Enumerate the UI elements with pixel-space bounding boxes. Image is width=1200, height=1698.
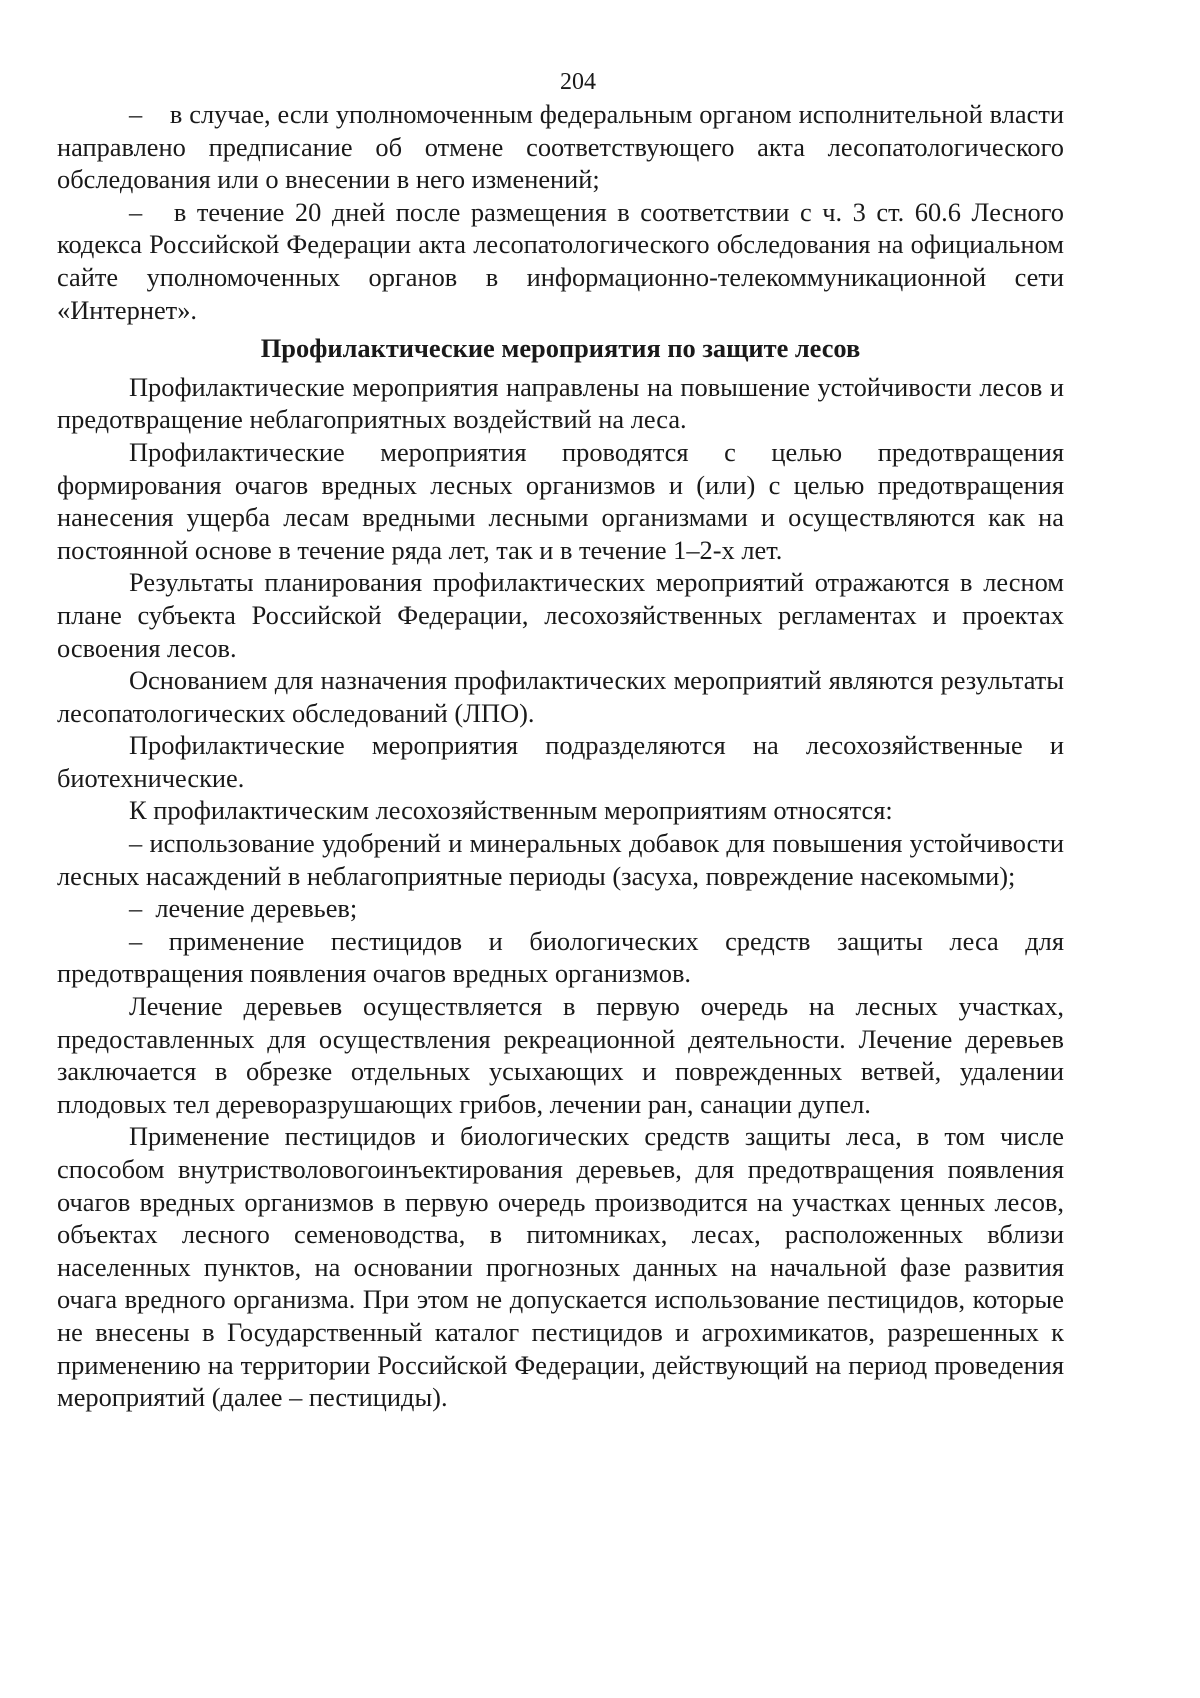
paragraph: Основанием для назначения профилактических мероприятий являются результаты лесопатологических обследований (ЛПО). xyxy=(57,665,1064,728)
paragraph: Профилактические мероприятия направлены на повышение устойчивости лесов и предотвращение неблагоприятных воздействий на леса. xyxy=(57,371,1064,435)
paragraph: Профилактические мероприятия подразделяются на лесохозяйственные и биотехнические. xyxy=(57,730,1064,793)
list-item: – лечение деревьев; xyxy=(129,893,358,924)
section-heading: Профилактические мероприятия по защите лесов xyxy=(260,333,861,364)
paragraph: Лечение деревьев осуществляется в первую очередь на лесных участках, предоставленных для осуществления рекреационной деятельности. Лечение деревьев заключается в обрезке отдельных усыхающих и поврежденных ветвей, удалении плодовых тел дереворазрушающих грибов, лечении ран, санации дупел. xyxy=(57,991,1064,1119)
paragraph: Результаты планирования профилактических мероприятий отражаются в лесном плане субъекта Российской Федерации, лесохозяйственных регламентах и проектах освоения лесов. xyxy=(57,567,1064,663)
document-page xyxy=(57,66,1064,1414)
list-item: – использование удобрений и минеральных добавок для повышения устойчивости лесных насаждений в неблагоприятные периоды (засуха, повреждение насекомыми); xyxy=(57,828,1064,891)
paragraph: Профилактические мероприятия проводятся с целью предотвращения формирования очагов вредных лесных организмов и (или) с целью предотвращения нанесения ущерба лесам вредными лесными организмами и осуществляются как на постоянной основе в течение ряда лет, так и в течение 1–2-х лет. xyxy=(57,436,1064,565)
list-item: – в течение 20 дней после размещения в соответствии с ч. 3 ст. 60.6 Лесного кодекса Российской Федерации акта лесопатологического обследования на официальном сайте уполномоченных органов в информационно-телекоммуникационной сети «Интернет». xyxy=(57,196,1064,325)
list-item: – в случае, если уполномоченным федеральным органом исполнительной власти направлено предписание об отмене соответствующего акта лесопатологического обследования или о внесении в него изменений; xyxy=(57,99,1064,195)
list-item: – применение пестицидов и биологических средств защиты леса для предотвращения появления очагов вредных организмов. xyxy=(57,925,1064,989)
page-number: 204 xyxy=(560,69,596,95)
paragraph: Применение пестицидов и биологических средств защиты леса, в том числе способом внутристволовогоинъектирования деревьев, для предотвращения появления очагов вредных организмов в первую очередь производится на участках ценных лесов, объектах лесного семеноводства, в питомниках, лесах, расположенных вблизи населенных пунктов, на основании прогнозных данных на начальной фазе развития очага вредного организма. При этом не допускается использование пестицидов, которые не внесены в Государственный каталог пестицидов и агрохимикатов, разрешенных к применению на территории Российской Федерации, действующий на период проведения мероприятий (далее – пестициды). xyxy=(57,1121,1064,1413)
paragraph: К профилактическим лесохозяйственным мероприятиям относятся: xyxy=(129,795,893,826)
document-body xyxy=(57,98,1064,1414)
